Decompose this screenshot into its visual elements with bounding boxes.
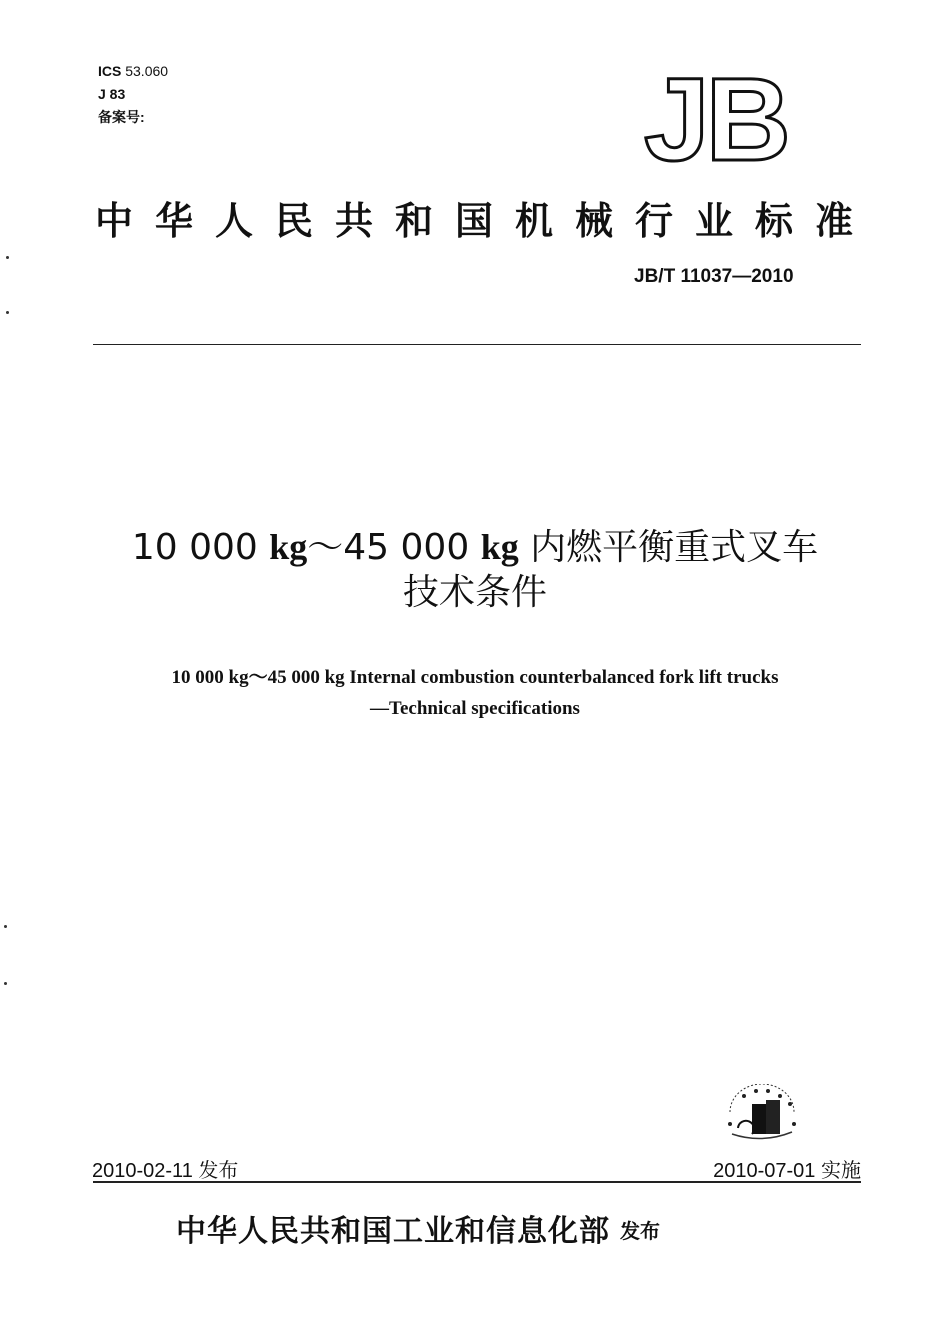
standard-number: JB/T 11037—2010 bbox=[634, 266, 794, 287]
ccs-code: J 83 bbox=[98, 86, 126, 102]
publisher-seal bbox=[722, 1084, 802, 1144]
jb-logo-text: JB bbox=[644, 64, 787, 168]
title-chinese bbox=[75, 525, 875, 615]
metadata-block bbox=[98, 60, 168, 129]
scan-speck bbox=[4, 925, 7, 928]
footer-divider bbox=[93, 1181, 861, 1183]
scan-speck bbox=[6, 311, 9, 314]
title-english bbox=[75, 662, 875, 724]
effective-date: 2010-07-01 实施 bbox=[713, 1160, 861, 1182]
title-chinese-line2: 技术条件 bbox=[402, 572, 547, 613]
title-chinese-line1: 10 000 kg～45 000 kg 内燃平衡重式叉车 bbox=[131, 527, 819, 568]
standard-category: 中华人民共和国机械行业标准 bbox=[95, 199, 876, 243]
header-divider bbox=[93, 344, 861, 345]
publish-date: 2010-02-11 发布 bbox=[92, 1160, 239, 1182]
issuer-suffix: 发布 bbox=[620, 1219, 660, 1243]
filing-number: 备案号: bbox=[98, 109, 145, 125]
scan-speck bbox=[4, 982, 7, 985]
scan-speck bbox=[6, 256, 9, 259]
issuing-authority bbox=[176, 1206, 660, 1250]
title-english-line2: —Technical specifications bbox=[370, 698, 580, 719]
issuer-name: 中华人民共和国工业和信息化部 bbox=[176, 1214, 610, 1249]
ics-code: ICS 53.060 bbox=[98, 63, 169, 79]
jb-logo bbox=[640, 64, 820, 168]
title-english-line1: 10 000 kg～45 000 kg Internal combustion counterbalanced fork lift trucks bbox=[171, 667, 779, 688]
